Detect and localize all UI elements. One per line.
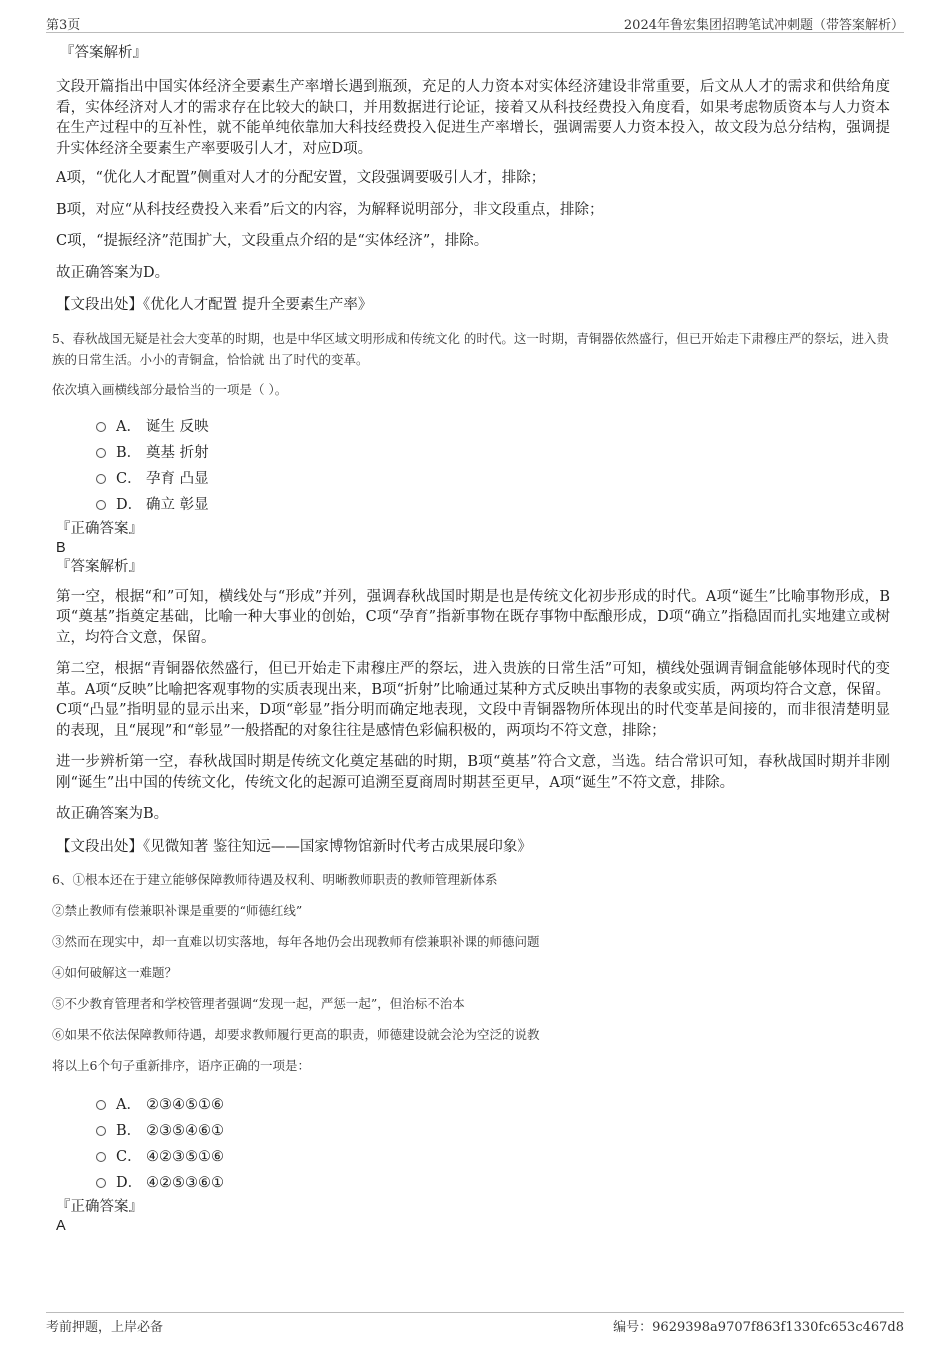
q6-sentence-2: ②禁止教师有偿兼职补课是重要的“师德红线” (52, 903, 303, 918)
q6-option-b[interactable]: B． ②③⑤④⑥① (96, 1118, 890, 1144)
q5-analysis-3: 进一步辨析第一空，春秋战国时期是传统文化奠定基础的时期，B项“奠基”符合文意，当选。结合常识可知，春秋战国时期并非刚刚“诞生”出中国的传统文化，传统文化的起源可追溯至夏商周时期甚至更早，A项“诞生”不符文意，排除。 (56, 754, 890, 791)
radio-icon[interactable] (96, 474, 106, 484)
q6-options (96, 1092, 890, 1196)
q5-analysis-1: 第一空，根据“和”可知，横线处与“形成”并列，强调春秋战国时期是也是传统文化初步形成的时代。A项“诞生”比喻事物形成，B项“奠基”指奠定基础，比喻一种大事业的创始，C项“孕育”指新事物在既存事物中酝酿形成，D项“确立”指稳固而扎实地建立或树立，均符合文意，保留。 (56, 588, 890, 646)
radio-icon[interactable] (96, 500, 106, 510)
radio-icon[interactable] (96, 1178, 106, 1188)
q5-instruction: 依次填入画横线部分最恰当的一项是（ ）。 (52, 381, 288, 397)
q6-sentence-3: ③然而在现实中，却一直难以切实落地，每年各地仍会出现教师有偿兼职补课的师德问题 (52, 934, 540, 949)
q6-sentence-1: 6、①根本还在于建立能够保障教师待遇及权利、明晰教师职责的教师管理新体系 (52, 872, 498, 887)
q5-option-d[interactable]: D． 确立 彰显 (96, 492, 890, 518)
q4-option-c-note: C项，“提振经济”范围扩大，文段重点介绍的是“实体经济”，排除。 (56, 233, 489, 249)
radio-icon[interactable] (96, 448, 106, 458)
footer-slogan: 考前押题，上岸必备 (46, 1320, 164, 1335)
q4-option-b-note: B项，对应“从科技经费投入来看”后文的内容，为解释说明部分，非文段重点，排除； (56, 201, 604, 218)
q4-source: 【文段出处】《优化人才配置 提升全要素生产率》 (56, 297, 373, 313)
page-header (46, 10, 904, 33)
q5-option-a[interactable]: A． 诞生 反映 (96, 414, 890, 440)
radio-icon[interactable] (96, 1152, 106, 1162)
q5-option-b[interactable]: B． 奠基 折射 (96, 440, 890, 466)
q5-stem: 5、春秋战国无疑是社会大变革的时期，也是中华区域文明形成和传统文化 的时代。这一时期，青铜器依然盛行，但已开始走下肃穆庄严的祭坛，进入贵族的日常生活。小小的青铜盒，恰恰就 出了时代的变革。 (52, 330, 889, 367)
radio-icon[interactable] (96, 1100, 106, 1110)
document-title: 2024年鲁宏集团招聘笔试冲刺题（带答案解析） (623, 18, 904, 33)
q6-instruction: 将以上6个句子重新排序，语序正确的一项是： (52, 1058, 310, 1073)
page-footer (46, 1312, 904, 1337)
q6-option-c[interactable]: C． ④②③⑤①⑥ (96, 1144, 890, 1170)
q6-sentences (52, 869, 890, 1076)
q6-option-a[interactable]: A． ②③④⑤①⑥ (96, 1092, 890, 1118)
q4-conclusion: 故正确答案为D。 (56, 264, 170, 281)
q6-sentence-6: ⑥如果不依法保障教师待遇，却要求教师履行更高的职责，师德建设就会沦为空泛的说教 (52, 1027, 540, 1042)
q6-sentence-4: ④如何破解这一难题？ (52, 965, 178, 980)
q6-sentence-5: ⑤不少教育管理者和学校管理者强调“发现一起，严惩一起”，但治标不治本 (52, 996, 465, 1011)
q5-option-c[interactable]: C． 孕育 凸显 (96, 466, 890, 492)
radio-icon[interactable] (96, 1126, 106, 1136)
q5-analysis-2: 第二空，根据“青铜器依然盛行，但已开始走下肃穆庄严的祭坛，进入贵族的日常生活”可知，横线处强调青铜盒能够体现时代的变革。A项“反映”比喻把客观事物的实质表现出来，B项“折射”比喻通过某种方式反映出事物的表象或实质，两项均符合文意，保留。C项“凸显”指明显的显示出来，D项“彰显”指分明而确定地表现，文段中青铜器物所体现出的时代变革是间接的，而非很清楚明显的表现，且“展现”和“彰显”一般搭配的对象往往是感情色彩偏积极的，两项均不符文意，排除； (56, 661, 890, 739)
q4-option-a-note: A项，“优化人才配置”侧重对人才的分配安置，文段强调要吸引人才，排除； (56, 170, 546, 186)
q5-answer-label: 『正确答案』 (56, 520, 143, 537)
q5-answer: B (56, 539, 66, 556)
radio-icon[interactable] (96, 422, 106, 432)
q4-analysis-label: 『答案解析』 (60, 45, 147, 61)
q6-answer-label: 『正确答案』 (56, 1199, 143, 1215)
page-number: 第3页 (46, 18, 81, 33)
page-content (52, 44, 890, 1236)
q5-analysis-label: 『答案解析』 (56, 558, 143, 575)
q5-options (96, 414, 890, 518)
footer-serial: 编号：9629398a9707f863f1330fc653c467d8 (613, 1320, 904, 1335)
q6-answer: A (56, 1218, 66, 1234)
q5-source: 【文段出处】《见微知著 鉴往知远——国家博物馆新时代考古成果展印象》 (56, 838, 532, 855)
q5-conclusion: 故正确答案为B。 (56, 806, 169, 822)
q4-analysis-text: 文段开篇指出中国实体经济全要素生产率增长遇到瓶颈，充足的人力资本对实体经济建设非常重要，后文从人才的需求和供给角度看，实体经济对人才的需求存在比较大的缺口，并用数据进行论证，接着又从科技经费投入角度看，如果考虑物质资本与人力资本在生产过程中的互补性，就不能单纯依靠加大科技经费投入促进生产率增长，强调需要人力资本投入，故文段为总分结构，强调提升实体经济全要素生产率要吸引人才，对应D项。 (56, 79, 890, 157)
q6-option-d[interactable]: D． ④②⑤③⑥① (96, 1170, 890, 1196)
